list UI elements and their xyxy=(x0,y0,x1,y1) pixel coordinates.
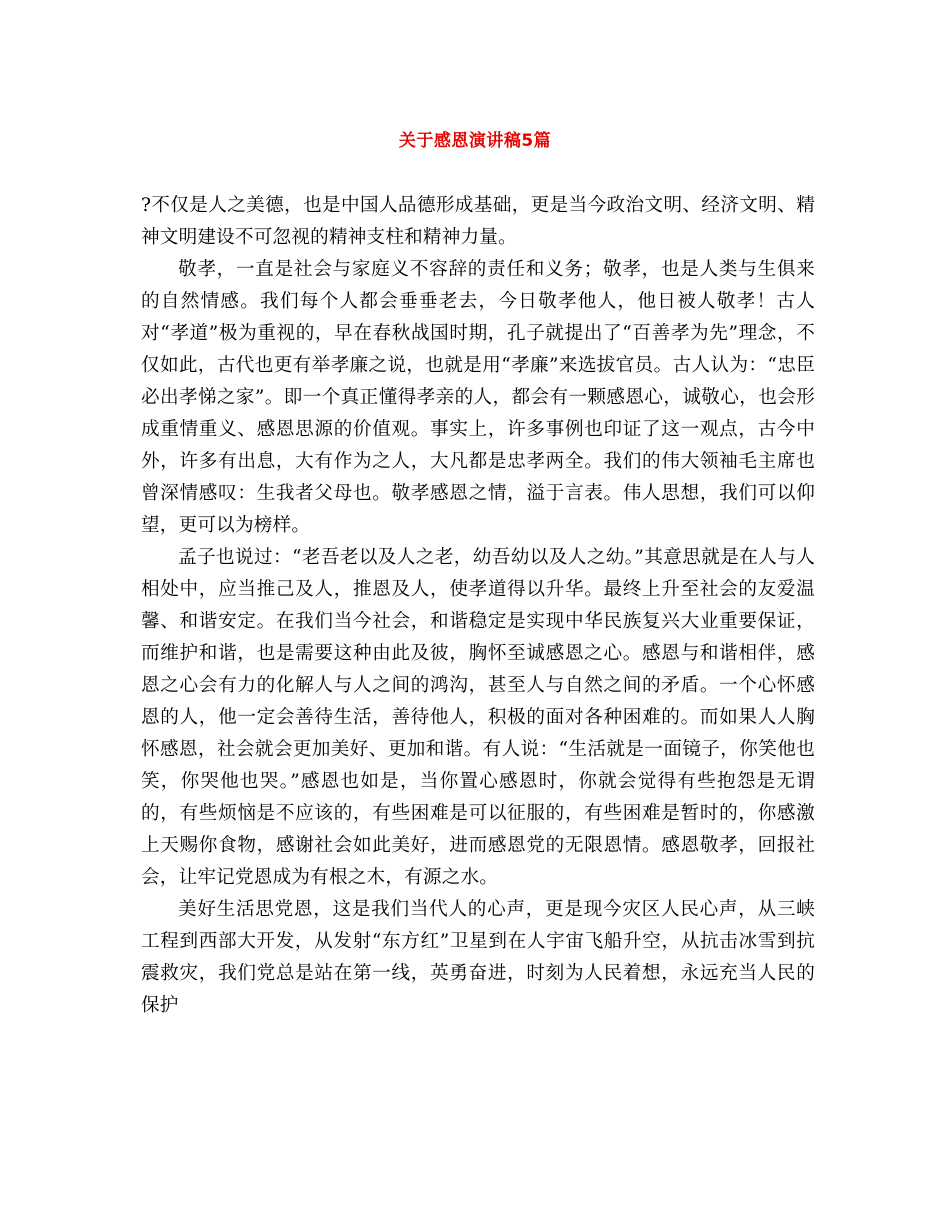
paragraph-2: 敬孝，一直是社会与家庭义不容辞的责任和义务；敬孝，也是人类与生俱来的自然情感。我们每个人都会垂垂老去，今日敬孝他人，他日被人敬孝！古人对“孝道”极为重视的，早在春秋战国时期，孔子就提出了“百善孝为先”理念，不仅如此，古代也更有举孝廉之说，也就是用“孝廉”来选拔官员。古人认为：“忠臣必出孝悌之家”。即一个真正懂得孝亲的人，都会有一颗感恩心，诚敬心，也会形成重情重义、感恩思源的价值观。事实上，许多事例也印证了这一观点，古今中外，许多有出息，大有作为之人，大凡都是忠孝两全。我们的伟大领袖毛主席也曾深情感叹：生我者父母也。敬孝感恩之情，溢于言表。伟人思想，我们可以仰望，更可以为榜样。 xyxy=(141,259,815,536)
paragraph-4: 美好生活思党恩，这是我们当代人的心声，更是现今灾区人民心声，从三峡工程到西部大开发，从发射“东方红”卫星到在人宇宙飞船升空，从抗击冰雪到抗震救灾，我们党总是站在第一线，英勇奋进，时刻为人民着想，永远充当人民的保护 xyxy=(141,899,815,1016)
document-title: 关于感恩演讲稿5篇 xyxy=(398,131,552,151)
document-body xyxy=(141,190,815,1022)
paragraph-1: ?不仅是人之美德，也是中国人品德形成基础，更是当今政治文明、经济文明、精神文明建设不可忽视的精神支柱和精神力量。 xyxy=(141,195,815,248)
paragraph-3: 孟子也说过：“老吾老以及人之老，幼吾幼以及人之幼。”其意思就是在人与人相处中，应当推己及人，推恩及人，使孝道得以升华。最终上升至社会的友爱温馨、和谐安定。在我们当今社会，和谐稳定是实现中华民族复兴大业重要保证，而维护和谐，也是需要这种由此及彼，胸怀至诚感恩之心。感恩与和谐相伴，感恩之心会有力的化解人与人之间的鸿沟，甚至人与自然之间的矛盾。一个心怀感恩的人，他一定会善待生活，善待他人，积极的面对各种困难的。而如果人人胸怀感恩，社会就会更加美好、更加和谐。有人说：“生活就是一面镜子，你笑他也笑，你哭他也哭。”感恩也如是，当你置心感恩时，你就会觉得有些抱怨是无谓的，有些烦恼是不应该的，有些困难是可以征服的，有些困难是暂时的，你感激上天赐你食物，感谢社会如此美好，进而感恩党的无限恩情。感恩敬孝，回报社会，让牢记党恩成为有根之木，有源之水。 xyxy=(141,547,815,888)
